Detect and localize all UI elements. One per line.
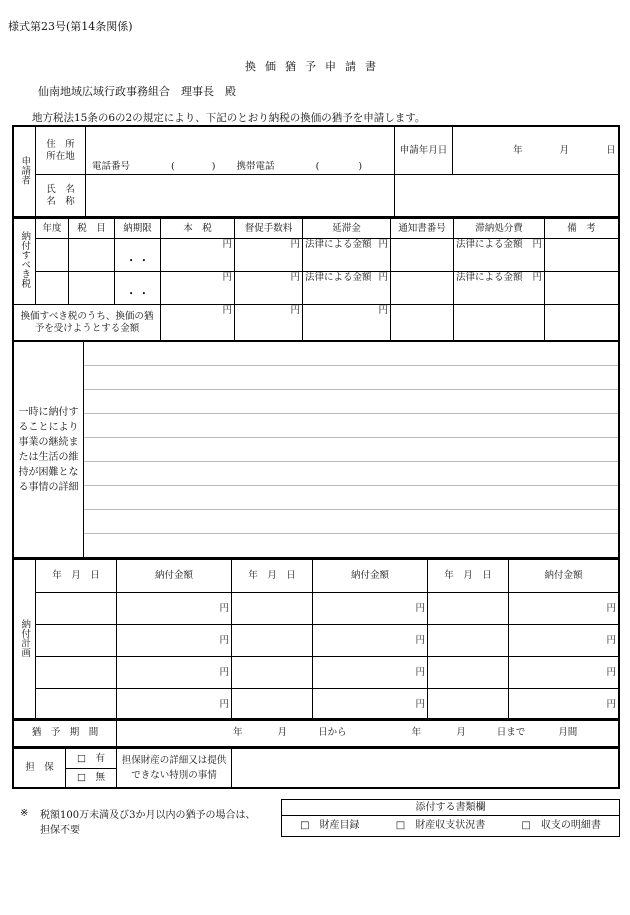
remarks-cell[interactable] bbox=[545, 272, 619, 305]
yen-unit: 円 bbox=[532, 239, 542, 250]
plan-date-cell[interactable] bbox=[428, 593, 509, 625]
tax-item-cell[interactable] bbox=[69, 272, 115, 305]
summary-row bbox=[14, 305, 619, 341]
plan-amount-cell[interactable]: 円 bbox=[117, 625, 232, 657]
mobile-label: 携帯電話 bbox=[236, 160, 275, 172]
dunning-fee-cell[interactable]: 円 bbox=[235, 272, 303, 305]
period-label: 猶 予 期 間 bbox=[14, 720, 117, 747]
form-number: 様式第23号(第14条関係) bbox=[8, 20, 133, 33]
legal-amount-label: 法律による金額 bbox=[456, 239, 523, 250]
applicant-section-label: 申請者 bbox=[14, 127, 36, 217]
summary-dunning-fee-cell[interactable]: 円 bbox=[235, 305, 303, 341]
apply-date-month: 月 bbox=[559, 144, 570, 156]
security-no-checkbox[interactable]: □ 無 bbox=[66, 769, 117, 788]
header-due-date: 納期限 bbox=[115, 219, 161, 239]
summary-remarks-cell[interactable] bbox=[545, 305, 619, 341]
plan-date-cell[interactable] bbox=[36, 657, 117, 689]
tax-section bbox=[12, 217, 620, 341]
plan-amount-header-2: 納付金額 bbox=[313, 560, 428, 593]
apply-date-day: 日 bbox=[606, 144, 616, 156]
legal-amount-label: 法律による金額 bbox=[456, 272, 523, 283]
attachments-box bbox=[281, 799, 620, 837]
notice-number-cell[interactable] bbox=[391, 239, 454, 272]
tax-row bbox=[14, 272, 619, 305]
name-field[interactable] bbox=[86, 175, 395, 217]
period-end-month: 月 bbox=[456, 727, 466, 739]
dunning-fee-cell[interactable]: 円 bbox=[235, 239, 303, 272]
period-start-month: 月 bbox=[277, 727, 288, 739]
header-remarks: 備 考 bbox=[545, 219, 619, 239]
header-notice-number: 通知書番号 bbox=[391, 219, 454, 239]
period-start-year: 年 bbox=[233, 727, 243, 739]
header-late-charge: 延滞金 bbox=[303, 219, 391, 239]
late-charge-cell[interactable] bbox=[303, 239, 391, 272]
disposition-cost-cell[interactable] bbox=[454, 239, 545, 272]
reason-section bbox=[12, 340, 620, 559]
plan-row bbox=[14, 593, 619, 625]
summary-disposition-cell[interactable] bbox=[454, 305, 545, 341]
header-dunning-fee: 督促手数料 bbox=[235, 219, 303, 239]
phone-paren-open: ( bbox=[171, 160, 175, 172]
security-label: 担 保 bbox=[14, 749, 66, 788]
security-detail-label: 担保財産の詳細又は提供できない特別の事情 bbox=[117, 749, 232, 788]
attach-income-detail-checkbox[interactable]: □ 収支の明細書 bbox=[521, 820, 601, 831]
period-section bbox=[12, 718, 620, 748]
name-label: 氏 名 名 称 bbox=[36, 175, 86, 217]
plan-date-cell[interactable] bbox=[428, 625, 509, 657]
plan-amount-header-3: 納付金額 bbox=[509, 560, 619, 593]
plan-date-cell[interactable] bbox=[428, 689, 509, 721]
disposition-cost-cell[interactable] bbox=[454, 272, 545, 305]
plan-amount-header-1: 納付金額 bbox=[117, 560, 232, 593]
tax-year-cell[interactable] bbox=[36, 272, 69, 305]
plan-amount-cell[interactable]: 円 bbox=[509, 593, 619, 625]
apply-date-year: 年 bbox=[513, 144, 523, 156]
period-months: 月間 bbox=[558, 727, 578, 739]
note-mark: ※ bbox=[20, 808, 29, 819]
security-section bbox=[12, 747, 620, 789]
apply-date-field[interactable] bbox=[453, 127, 619, 175]
header-year: 年度 bbox=[36, 219, 69, 239]
header-tax-item: 税 目 bbox=[69, 219, 115, 239]
plan-date-cell[interactable] bbox=[428, 657, 509, 689]
legal-amount-label: 法律による金額 bbox=[305, 272, 372, 283]
plan-date-header-1: 年 月 日 bbox=[36, 560, 117, 593]
plan-amount-cell[interactable]: 円 bbox=[313, 625, 428, 657]
attachments-title: 添付する書類欄 bbox=[282, 800, 619, 816]
plan-date-cell[interactable] bbox=[36, 625, 117, 657]
plan-date-header-2: 年 月 日 bbox=[232, 560, 313, 593]
notice-number-cell[interactable] bbox=[391, 272, 454, 305]
plan-date-header-3: 年 月 日 bbox=[428, 560, 509, 593]
summary-late-charge-cell[interactable]: 円 bbox=[303, 305, 391, 341]
tax-row bbox=[14, 239, 619, 272]
late-charge-cell[interactable] bbox=[303, 272, 391, 305]
intro-text: 地方税法15条の6の2の規定により、下記のとおり納税の換価の猶予を申請します。 bbox=[32, 112, 426, 124]
phone-paren-close: ) bbox=[211, 160, 216, 172]
remarks-cell[interactable] bbox=[545, 239, 619, 272]
plan-row bbox=[14, 657, 619, 689]
plan-section-label: 納付計画 bbox=[14, 560, 36, 721]
header-principal: 本 税 bbox=[161, 219, 235, 239]
period-field[interactable] bbox=[117, 720, 619, 747]
attach-property-status-checkbox[interactable]: □ 財産収支状況書 bbox=[395, 820, 486, 831]
header-disposition-cost: 滞納処分費 bbox=[454, 219, 545, 239]
summary-label: 換価すべき税のうち、換価の猶予を受けようとする金額 bbox=[14, 305, 161, 341]
reason-field[interactable] bbox=[84, 342, 619, 558]
form-title: 換価猶予申請書 bbox=[245, 60, 385, 73]
note-text: 税額100万未満及び3か月以内の猶予の場合は、担保不要 bbox=[40, 810, 256, 836]
plan-amount-cell[interactable]: 円 bbox=[509, 657, 619, 689]
due-date-cell[interactable]: ・ ・ bbox=[115, 272, 161, 305]
due-date-cell[interactable]: ・ ・ bbox=[115, 239, 161, 272]
yen-unit: 円 bbox=[378, 272, 388, 283]
plan-date-cell[interactable] bbox=[232, 657, 313, 689]
plan-amount-cell[interactable]: 円 bbox=[313, 689, 428, 721]
period-end-year: 年 bbox=[411, 727, 422, 739]
address-field[interactable] bbox=[86, 127, 395, 175]
addressee: 仙南地域広域行政事務組合 理事長 殿 bbox=[38, 85, 236, 98]
tax-section-label: 納付すべき税 bbox=[14, 219, 36, 305]
yen-unit: 円 bbox=[378, 239, 388, 250]
plan-amount-cell[interactable]: 円 bbox=[117, 657, 232, 689]
period-to: 日まで bbox=[496, 727, 526, 739]
plan-date-cell[interactable] bbox=[232, 689, 313, 721]
legal-amount-label: 法律による金額 bbox=[305, 239, 372, 250]
name-extra-field[interactable] bbox=[395, 175, 619, 217]
tax-year-cell[interactable] bbox=[36, 239, 69, 272]
principal-cell[interactable]: 円 bbox=[161, 272, 235, 305]
summary-notice-cell bbox=[391, 305, 454, 341]
plan-amount-cell[interactable]: 円 bbox=[313, 657, 428, 689]
plan-amount-cell[interactable]: 円 bbox=[509, 689, 619, 721]
applicant-section bbox=[12, 125, 620, 218]
plan-amount-cell[interactable]: 円 bbox=[117, 593, 232, 625]
mobile-paren-open: ( bbox=[315, 160, 320, 172]
security-yes-checkbox[interactable]: □ 有 bbox=[66, 749, 117, 769]
plan-row bbox=[14, 689, 619, 721]
plan-date-cell[interactable] bbox=[232, 593, 313, 625]
phone-label: 電話番号 bbox=[92, 160, 131, 172]
plan-date-cell[interactable] bbox=[36, 689, 117, 721]
plan-amount-cell[interactable]: 円 bbox=[117, 689, 232, 721]
period-from: 日から bbox=[318, 727, 347, 739]
plan-date-cell[interactable] bbox=[36, 593, 117, 625]
principal-cell[interactable]: 円 bbox=[161, 239, 235, 272]
plan-section bbox=[12, 558, 620, 719]
attach-property-list-checkbox[interactable]: □ 財産目録 bbox=[300, 820, 360, 831]
mobile-paren-close: ) bbox=[358, 160, 363, 172]
address-label: 住 所 所在地 bbox=[36, 127, 86, 175]
reason-label: 一時に納付することにより事業の継続または生活の維持が困難となる事情の詳細 bbox=[14, 342, 84, 558]
plan-date-cell[interactable] bbox=[232, 625, 313, 657]
security-detail-field[interactable] bbox=[232, 749, 619, 788]
tax-item-cell[interactable] bbox=[69, 239, 115, 272]
plan-amount-cell[interactable]: 円 bbox=[313, 593, 428, 625]
yen-unit: 円 bbox=[532, 272, 542, 283]
apply-date-label: 申請年月日 bbox=[395, 127, 453, 175]
summary-principal-cell[interactable]: 円 bbox=[161, 305, 235, 341]
plan-row bbox=[14, 625, 619, 657]
plan-amount-cell[interactable]: 円 bbox=[509, 625, 619, 657]
